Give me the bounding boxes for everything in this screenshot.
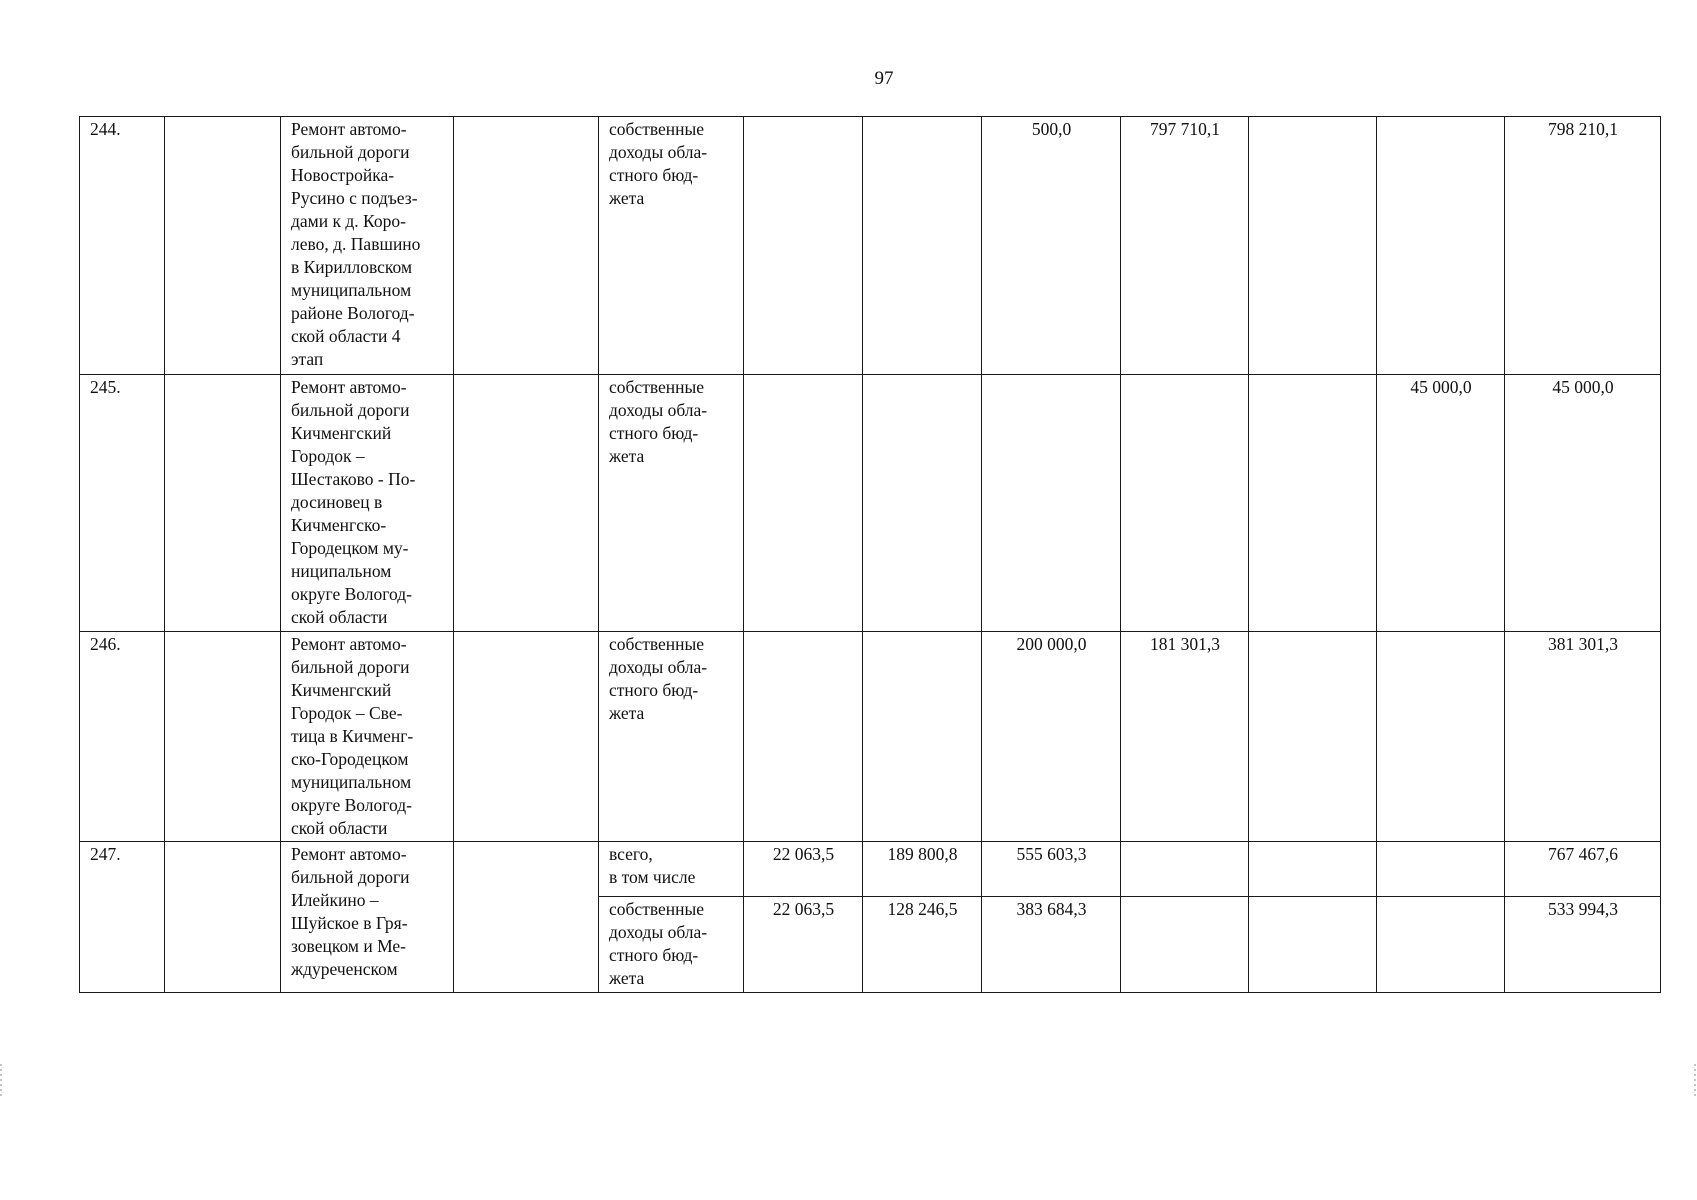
amount-cell xyxy=(982,375,1121,632)
empty-cell xyxy=(454,117,599,375)
object-name: Ремонт автомо- бильной дороги Илейкино – Шуйское в Гря- зовецком и Ме- ждуреченском xyxy=(281,842,454,993)
amount-cell xyxy=(1249,897,1377,993)
amount-cell xyxy=(1121,897,1249,993)
amount-cell xyxy=(1377,842,1505,897)
empty-cell xyxy=(165,375,281,632)
amount-cell: 189 800,8 xyxy=(863,842,982,897)
amount-cell xyxy=(1249,842,1377,897)
object-name: Ремонт автомо- бильной дороги Кичменгский Городок – Шестаково - По- досиновец в Кичменгско- Городецком му- ниципальном округе Вологод- ской области xyxy=(281,375,454,632)
empty-cell xyxy=(454,375,599,632)
object-name: Ремонт автомо- бильной дороги Новостройка- Русино с подъез- дами к д. Коро- лево, д. Павшино в Кирилловском муниципальном районе Вологод- ской области 4 этап xyxy=(281,117,454,375)
table-row xyxy=(80,117,1661,375)
table-row xyxy=(80,375,1661,632)
amount-cell: 128 246,5 xyxy=(863,897,982,993)
funding-source: собственные доходы обла- стного бюд- жета xyxy=(599,632,744,842)
amount-cell xyxy=(1121,375,1249,632)
budget-table xyxy=(79,116,1661,993)
funding-source: собственные доходы обла- стного бюд- жета xyxy=(599,117,744,375)
amount-cell: 22 063,5 xyxy=(744,842,863,897)
amount-cell xyxy=(1121,842,1249,897)
object-name: Ремонт автомо- бильной дороги Кичменгский Городок – Све- тица в Кичменг- ско-Городецком муниципальном округе Вологод- ской области xyxy=(281,632,454,842)
amount-cell xyxy=(1377,632,1505,842)
amount-cell: 22 063,5 xyxy=(744,897,863,993)
amount-cell xyxy=(1249,375,1377,632)
row-number: 245. xyxy=(80,375,165,632)
total-cell: 767 467,6 xyxy=(1505,842,1661,897)
row-number: 246. xyxy=(80,632,165,842)
empty-cell xyxy=(165,117,281,375)
amount-cell xyxy=(863,117,982,375)
amount-cell: 797 710,1 xyxy=(1121,117,1249,375)
empty-cell xyxy=(454,632,599,842)
total-cell: 533 994,3 xyxy=(1505,897,1661,993)
table-row xyxy=(80,632,1661,842)
table-row xyxy=(80,842,1661,897)
amount-cell xyxy=(1377,117,1505,375)
empty-cell xyxy=(454,842,599,993)
amount-cell xyxy=(1249,117,1377,375)
row-number: 247. xyxy=(80,842,165,993)
empty-cell xyxy=(165,842,281,993)
total-cell: 381 301,3 xyxy=(1505,632,1661,842)
total-cell: 798 210,1 xyxy=(1505,117,1661,375)
amount-cell: 383 684,3 xyxy=(982,897,1121,993)
page-number: 97 xyxy=(874,68,894,89)
total-cell: 45 000,0 xyxy=(1505,375,1661,632)
amount-cell: 555 603,3 xyxy=(982,842,1121,897)
amount-cell xyxy=(744,632,863,842)
funding-source: всего, в том числе xyxy=(599,842,744,897)
amount-cell: 181 301,3 xyxy=(1121,632,1249,842)
amount-cell xyxy=(744,117,863,375)
amount-cell: 200 000,0 xyxy=(982,632,1121,842)
amount-cell: 500,0 xyxy=(982,117,1121,375)
amount-cell xyxy=(744,375,863,632)
amount-cell xyxy=(1249,632,1377,842)
funding-source: собственные доходы обла- стного бюд- жета xyxy=(599,375,744,632)
amount-cell: 45 000,0 xyxy=(1377,375,1505,632)
amount-cell xyxy=(1377,897,1505,993)
amount-cell xyxy=(863,375,982,632)
amount-cell xyxy=(863,632,982,842)
row-number: 244. xyxy=(80,117,165,375)
funding-source: собственные доходы обла- стного бюд- жета xyxy=(599,897,744,993)
empty-cell xyxy=(165,632,281,842)
